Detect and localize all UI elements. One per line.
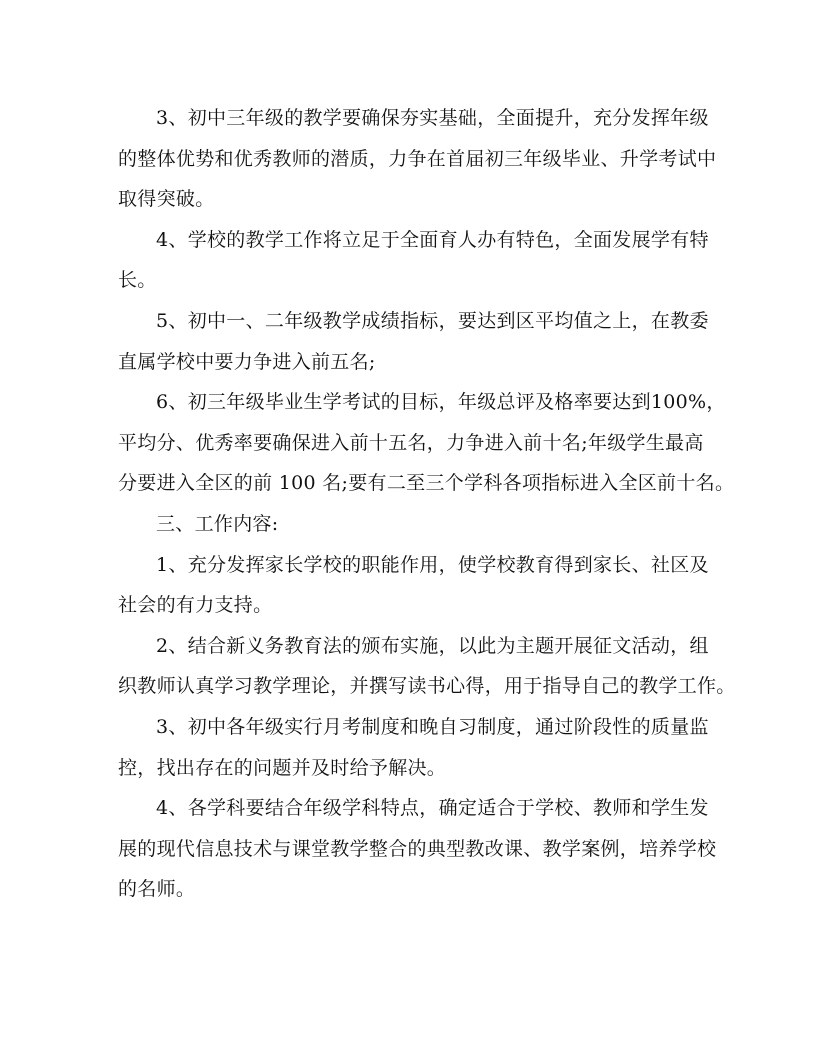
paragraph-line: 取得突破。 [118, 188, 215, 211]
paragraph-line: 3、初中各年级实行月考制度和晚自习制度，通过阶段性的质量监 [156, 715, 709, 738]
paragraph-teaching-work [118, 220, 709, 301]
paragraph-essay-activity [118, 626, 736, 707]
paragraph-line: 4、各学科要结合年级学科特点，确定适合于学校、教师和学生发 [156, 797, 709, 820]
paragraph-line: 长。 [118, 269, 157, 292]
paragraph-line: 的整体优势和优秀教师的潜质，力争在首届初三年级毕业、升学考试中 [118, 147, 717, 170]
paragraph-graduation-exam-goal [118, 382, 735, 504]
paragraph-grade-one-two-targets [118, 301, 709, 382]
paragraph-line: 3、初中三年级的教学要确保夯实基础，全面提升，充分发挥年级 [156, 107, 709, 129]
paragraph-monthly-exam [118, 707, 709, 788]
paragraph-line: 6、初三年级毕业生学考试的目标，年级总评及格率要达到100%， [156, 391, 726, 414]
paragraph-line: 的名师。 [118, 878, 196, 901]
document-body [118, 98, 736, 910]
section-heading-work-content [118, 504, 700, 545]
section-heading: 三、工作内容: [156, 512, 279, 535]
paragraph-line: 平均分、优秀率要确保进入前十五名，力争进入前十名;年级学生最高 [118, 431, 704, 454]
paragraph-line: 控，找出存在的问题并及时给予解决。 [118, 756, 447, 779]
paragraph-line: 2、结合新义务教育法的颁布实施，以此为主题开展征文活动，组 [156, 634, 709, 657]
paragraph-line: 1、充分发挥家长学校的职能作用，使学校教育得到家长、社区及 [156, 553, 709, 576]
paragraph-line: 织教师认真学习教学理论，并撰写读书心得，用于指导自己的教学工作。 [118, 675, 736, 698]
paragraph-subject-integration [118, 788, 717, 910]
paragraph-grade-three-goal [118, 98, 717, 220]
paragraph-line: 直属学校中要力争进入前五名; [118, 350, 376, 373]
paragraph-line: 社会的有力支持。 [118, 594, 273, 617]
paragraph-line: 4、学校的教学工作将立足于全面育人办有特色，全面发展学有特 [156, 228, 709, 251]
paragraph-line: 展的现代信息技术与课堂教学整合的典型教改课、教学案例，培养学校 [118, 837, 717, 860]
paragraph-line: 5、初中一、二年级教学成绩指标，要达到区平均值之上，在教委 [156, 309, 709, 332]
paragraph-line: 分要进入全区的前 100 名;要有二至三个学科各项指标进入全区前十名。 [118, 472, 735, 495]
paragraph-parent-school [118, 545, 709, 626]
